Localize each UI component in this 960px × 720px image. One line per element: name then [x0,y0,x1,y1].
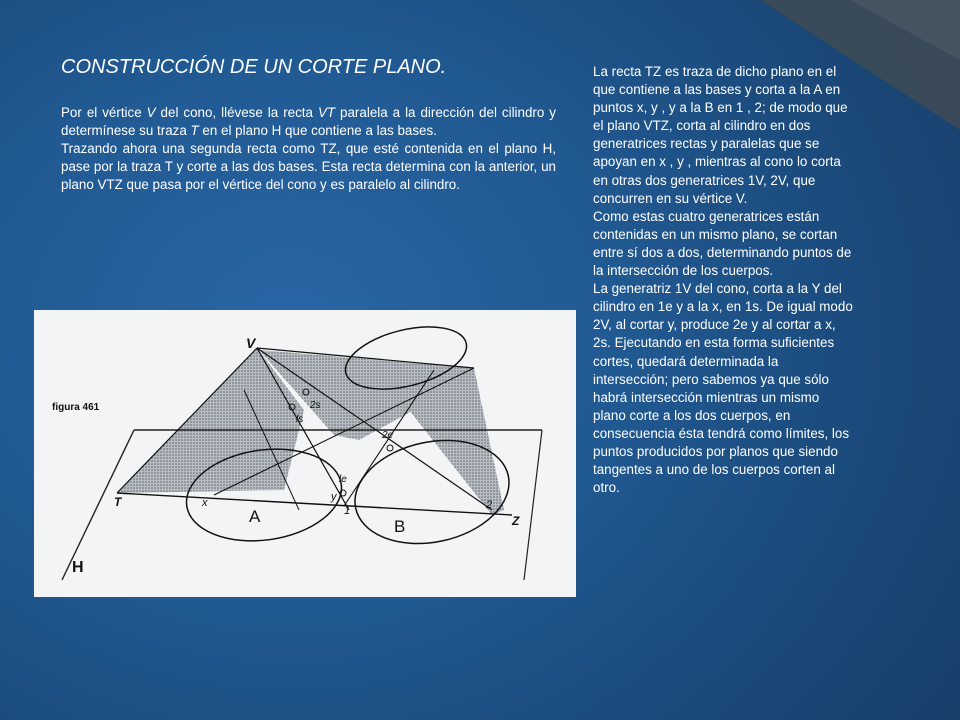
left-text-block [61,104,556,194]
left-paragraph-1: Por el vértice V del cono, llévese la recta VT paralela a la dirección del cilindro y determínese su traza T en el plano H que contiene a las bases. [61,105,556,139]
shaded-plane-left [117,348,304,493]
slide-title: CONSTRUCCIÓN DE UN CORTE PLANO. [61,56,447,78]
label-2: 2 [486,499,493,511]
figure-461 [34,310,576,597]
left-paragraph-2: Trazando ahora una segunda recta como TZ, que esté contenida en el plano H, pase por la traza T y corte a las dos bases. Esta recta determina con la anterior, un plano VTZ que pasa por el vértice del cono y es paralelo al cilindro. [61,141,556,193]
label-2e: 2e [382,430,394,441]
label-2s: 2s [310,400,321,411]
label-1s: ls [296,414,304,425]
label-B: B [394,517,406,536]
label-x: x [202,497,208,509]
label-V: V [246,335,256,351]
label-1: 1 [344,505,351,517]
label-1e: le [339,474,347,485]
label-H: H [72,559,84,576]
right-paragraph-1: La recta TZ es traza de dicho plano en el que contiene a las bases y corta a la A en puntos x, y , y a la B en 1 , 2; de modo que el plano VTZ, corta al cilindro en dos generatrices rectas y paralelas que se apoyan en x , y , mientras al cono lo corta en otras dos generatrices 1V, 2V, que concurren en su vértice V. [593,64,848,206]
right-text-block [593,63,855,497]
right-paragraph-2: Como estas cuatro generatrices están contenidas en un mismo plano, se cortan entre sí dos a dos, determinando puntos de la intersección de los cuerpos. [593,208,852,279]
right-paragraph-3: La generatriz 1V del cono, corta a la Y del cilindro en 1e y a la x, en 1s. De igual modo 2V, al cortar y, produce 2e y al cortar a x, 2s. Ejecutando en esta forma suficientes cortes, quedará determinada la intersección; pero sabemos ya que sólo habrá intersección mientras un mismo plano corte a los dos cuerpos, en consecuencia ésta tendrá como límites, los puntos producidos por planos que siendo tangentes a uno de los cuerpos corten al otro. [593,281,853,496]
geometry-diagram [34,310,576,597]
label-T: T [114,495,122,509]
label-A: A [249,507,261,526]
label-Z: Z [512,514,520,528]
label-y: y [331,491,337,503]
figure-caption: figura 461 [52,402,100,413]
